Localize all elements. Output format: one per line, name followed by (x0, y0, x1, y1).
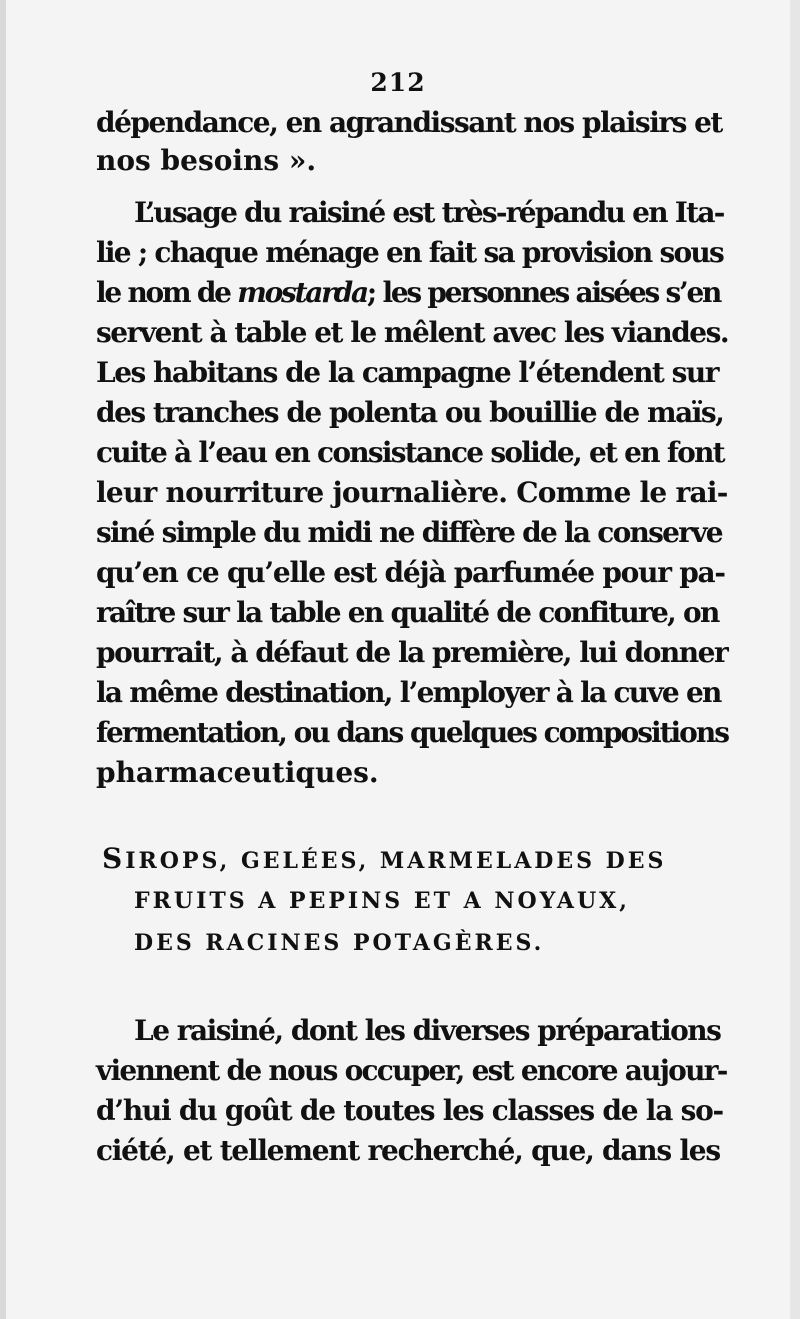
text-line-16: fermentation, ou dans quelques compositions (96, 716, 728, 749)
text-segment: ; les personnes aisées s’en (366, 276, 721, 309)
text-line-4: lie ; chaque ménage en fait sa provision sous (96, 236, 724, 269)
text-line-11: siné simple du midi ne diffère de la conserve (96, 516, 722, 549)
text-line-7: Les habitans de la campagne l’étendent sur (96, 356, 718, 389)
text-line-10: leur nourriture journalière. Comme le rai- (96, 476, 728, 509)
text-segment: le nom de (96, 276, 230, 309)
text-line-20: d’hui du goût de toutes les classes de la so- (96, 1094, 723, 1127)
text-line-21: ciété, et tellement recherché, que, dans les (96, 1134, 720, 1167)
italic-word-mostarda: mostarda (237, 276, 367, 309)
text-line-19: viennent de nous occuper, est encore aujour- (96, 1054, 727, 1087)
text-line-2: nos besoins ». (96, 144, 317, 177)
section-heading-line-2: FRUITS A PEPINS ET A NOYAUX, (134, 888, 630, 914)
text-line-9: cuite à l’eau en consistance solide, et en font (96, 436, 724, 469)
heading-text: IROPS, GELÉES, MARMELADES DES (125, 848, 667, 874)
text-line-13: raître sur la table en qualité de confiture, on (96, 596, 719, 629)
text-line-18: Le raisiné, dont les diverses préparations (134, 1014, 721, 1047)
text-line-8: des tranches de polenta ou bouillie de maïs, (96, 396, 724, 429)
text-line-17: pharmaceutiques. (96, 756, 379, 789)
section-heading-line-3: DES RACINES POTAGÈRES. (134, 930, 545, 956)
heading-initial: S (102, 842, 126, 875)
section-heading-line-1 (102, 844, 666, 876)
text-line-6: servent à table et le mêlent avec les viandes. (96, 316, 729, 349)
text-line-14: pourrait, à défaut de la première, lui donner (96, 636, 728, 669)
text-line-1: dépendance, en agrandissant nos plaisirs et (96, 106, 722, 139)
text-line-15: la même destination, l’employer à la cuve en (96, 676, 721, 709)
text-line-12: qu’en ce qu’elle est déjà parfumée pour pa- (96, 556, 725, 589)
page-number: 212 (370, 68, 426, 97)
text-line-5 (96, 274, 720, 312)
text-line-3: L’usage du raisiné est très-répandu en Ita- (134, 196, 724, 229)
